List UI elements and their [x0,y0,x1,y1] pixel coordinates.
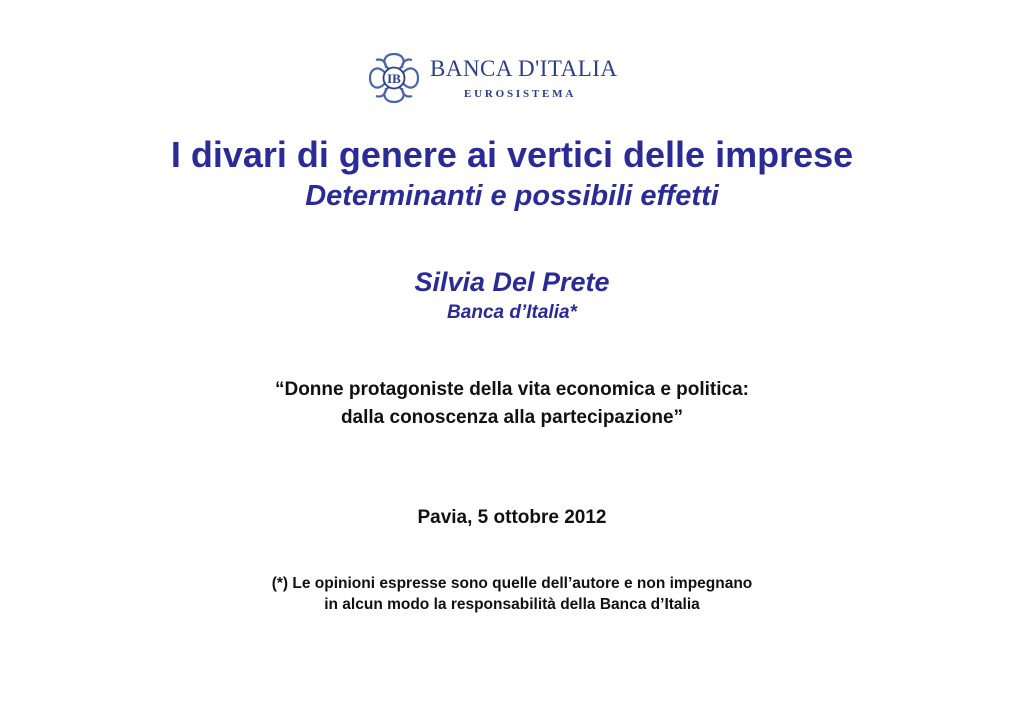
event-title [0,376,1024,432]
banca-italia-logo [366,50,616,110]
disclaimer-line-2: in alcun modo la responsabilità della Banca d’Italia [324,596,700,613]
disclaimer-note [0,573,1024,615]
author-name: Silvia Del Prete [414,267,610,297]
banca-italia-emblem-icon [366,50,422,106]
disclaimer-line-1: (*) Le opinioni espresse sono quelle dell’autore e non impegnano [271,575,753,592]
author-affiliation: Banca d’Italia* [447,302,577,323]
logo-subtitle: EUROSISTEMA [464,88,577,100]
event-date: Pavia, 5 ottobre 2012 [417,507,607,528]
presentation-title: I divari di genere ai vertici delle imprese [170,134,854,175]
event-title-line-1: “Donne protagoniste della vita economica e politica: [274,379,750,400]
presentation-subtitle: Determinanti e possibili effetti [305,180,719,212]
event-title-line-2: dalla conoscenza alla partecipazione” [340,407,684,428]
logo-name: BANCA D'ITALIA [430,56,618,81]
emblem-monogram: IB [387,71,401,86]
